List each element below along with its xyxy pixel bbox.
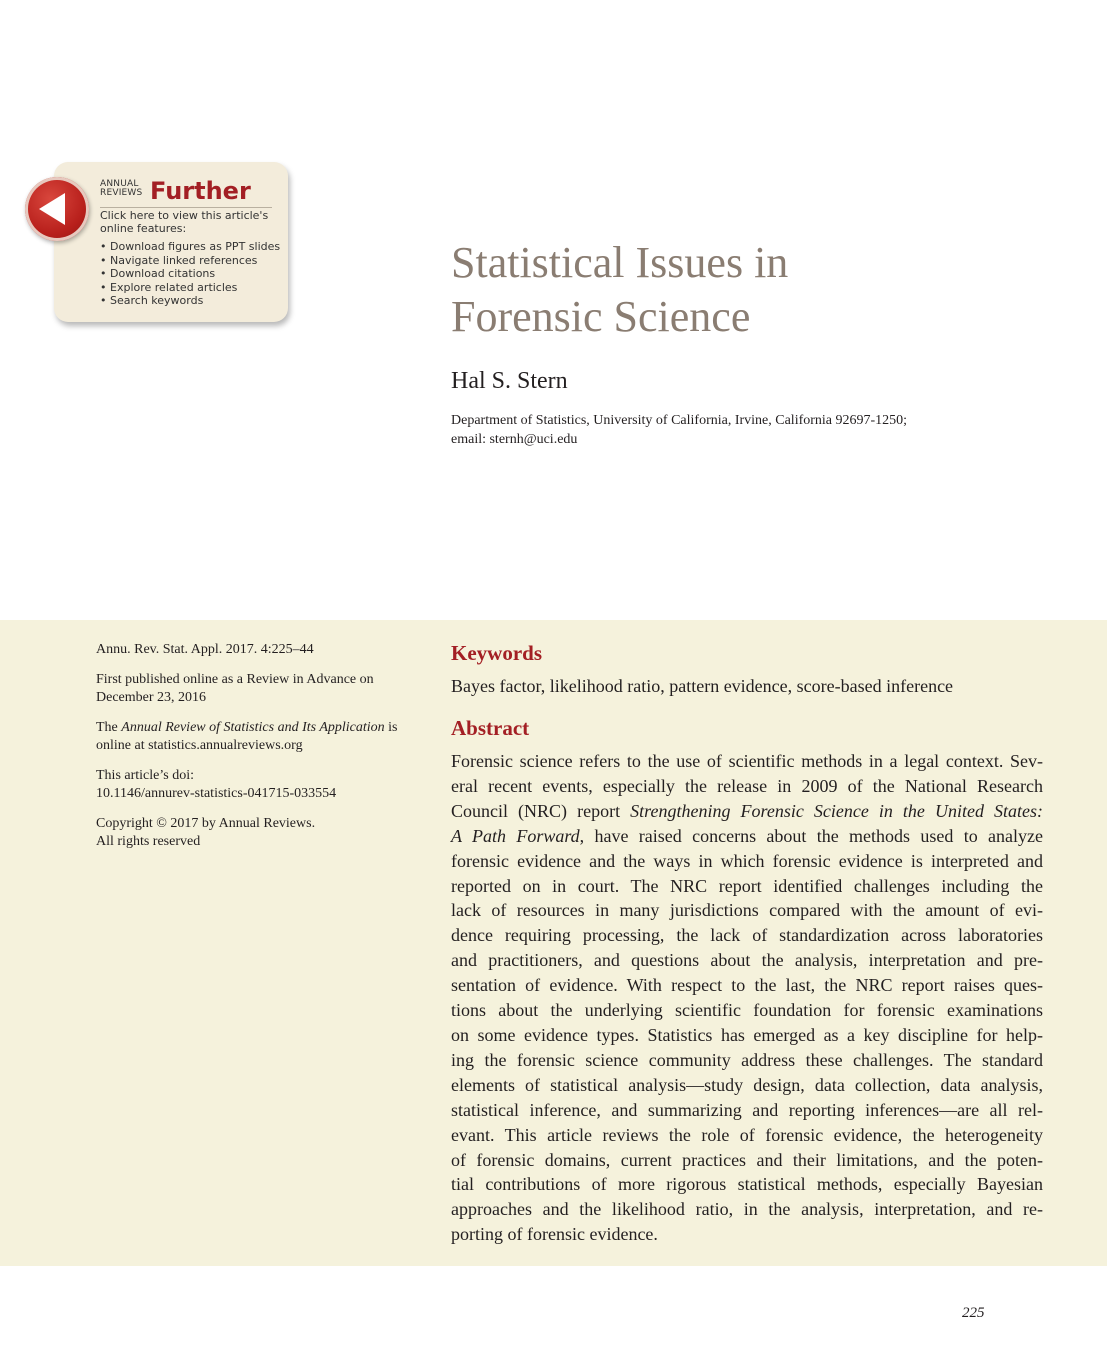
- abstract-line: evant. This article reviews the role of forensic evidence, the heterogeneity: [451, 1124, 1043, 1145]
- author-email: email: sternh@uci.edu: [451, 431, 578, 447]
- click-here-rest: to view this article's: [154, 209, 269, 222]
- abstract-line: and practitioners, and questions about the analysis, interpretation and pre-: [451, 950, 1043, 971]
- abstract-line: sentation of evidence. With respect to the last, the NRC report raises ques-: [451, 975, 1043, 996]
- annual-label: ANNUAL: [100, 179, 139, 189]
- abstract-line: Forensic science refers to the use of scientific methods in a legal context. Sev-: [451, 751, 1043, 771]
- online-features-label: online features:: [100, 222, 187, 235]
- abstract-line: forensic evidence and the ways in which forensic evidence is interpreted and: [451, 850, 1043, 871]
- abstract-line: eral recent events, especially the release in 2009 of the National Research: [451, 775, 1043, 796]
- abstract-line: lack of resources in many jurisdictions compared with the amount of evi-: [451, 900, 1043, 921]
- author-name: Hal S. Stern: [451, 368, 568, 394]
- abstract-body: [451, 749, 1043, 1247]
- journal-post: is: [384, 719, 398, 735]
- rights-line: All rights reserved: [96, 834, 201, 849]
- abstract-line: ing the forensic science community address these challenges. The standard: [451, 1049, 1043, 1070]
- journal-name: Annual Review of Statistics and Its Application: [121, 719, 385, 735]
- further-title: Further: [150, 177, 251, 205]
- left-triangle-icon: [25, 177, 89, 241]
- doi-label: This article’s doi:: [96, 767, 194, 783]
- abstract-line: [451, 824, 1043, 849]
- first-published-line-1: First published online as a Review in Advance on: [96, 671, 374, 687]
- abstract-line: approaches and the likelihood ratio, in the analysis, interpretation, and re-: [451, 1199, 1043, 1220]
- abstract-line: tial contributions of more rigorous statistical methods, especially Bayesian: [451, 1174, 1043, 1195]
- title-line-1: Statistical Issues in: [451, 238, 789, 287]
- reviews-label: REVIEWS: [100, 188, 143, 198]
- title-line-2: Forensic Science: [451, 292, 751, 341]
- further-divider: [100, 207, 272, 208]
- first-published: [96, 671, 416, 708]
- abstract-text: Council (NRC) report: [451, 800, 631, 821]
- copyright-line: Copyright © 2017 by Annual Reviews.: [96, 815, 316, 831]
- abstract-line: reported on in court. The NRC report identified challenges including the: [451, 875, 1043, 896]
- doi-value[interactable]: 10.1146/annurev-statistics-041715-033554: [96, 786, 337, 801]
- abstract-line: [451, 799, 1043, 824]
- citation: Annu. Rev. Stat. Appl. 2017. 4:225–44: [96, 642, 314, 657]
- further-item-keywords[interactable]: • Search keywords: [100, 294, 280, 308]
- page-number: 225: [962, 1305, 985, 1321]
- further-description: [100, 209, 280, 235]
- article-metadata: [96, 641, 416, 863]
- further-item-citations[interactable]: • Download citations: [100, 267, 280, 281]
- annual-reviews-logo: [100, 180, 150, 198]
- first-published-date: December 23, 2016: [96, 690, 207, 705]
- report-subtitle-italic: A Path Forward: [451, 825, 580, 846]
- journal-url[interactable]: online at statistics.annualreviews.org: [96, 738, 303, 753]
- journal-online: [96, 719, 416, 756]
- keywords-text: Bayes factor, likelihood ratio, pattern evidence, score-based inference: [451, 676, 954, 696]
- further-item-references[interactable]: • Navigate linked references: [100, 254, 280, 268]
- abstract-line: on some evidence types. Statistics has emerged as a key discipline for help-: [451, 1024, 1043, 1045]
- further-panel[interactable]: [54, 162, 288, 322]
- further-item-related[interactable]: • Explore related articles: [100, 281, 280, 295]
- abstract-line: porting of forensic evidence.: [451, 1224, 658, 1245]
- journal-pre: The: [96, 719, 122, 735]
- keywords-heading: Keywords: [451, 641, 542, 665]
- further-features-list: [100, 240, 280, 308]
- abstract-line: dence requiring processing, the lack of standardization across laboratories: [451, 925, 1043, 946]
- abstract-text: , have raised concerns about the methods used to analyze: [579, 825, 1043, 846]
- article-title: [451, 236, 1011, 344]
- abstract-heading: Abstract: [451, 716, 530, 740]
- author-affiliation: [451, 412, 1011, 449]
- doi-block: [96, 767, 416, 804]
- affiliation-line: Department of Statistics, University of California, Irvine, California 92697-1250;: [451, 413, 908, 428]
- back-arrow-icon[interactable]: [25, 177, 89, 241]
- report-title-italic: Strengthening Forensic Science in the United States:: [630, 800, 1043, 821]
- further-item-ppt[interactable]: • Download figures as PPT slides: [100, 240, 280, 254]
- abstract-line: elements of statistical analysis—study design, data collection, data analysis,: [451, 1074, 1043, 1095]
- abstract-line: of forensic domains, current practices and their limitations, and the poten-: [451, 1149, 1043, 1170]
- copyright: [96, 815, 416, 852]
- abstract-line: tions about the underlying scientific foundation for forensic examinations: [451, 1000, 1043, 1021]
- abstract-line: statistical inference, and summarizing and reporting inferences—are all rel-: [451, 1099, 1043, 1120]
- click-here-link[interactable]: Click here: [100, 209, 155, 222]
